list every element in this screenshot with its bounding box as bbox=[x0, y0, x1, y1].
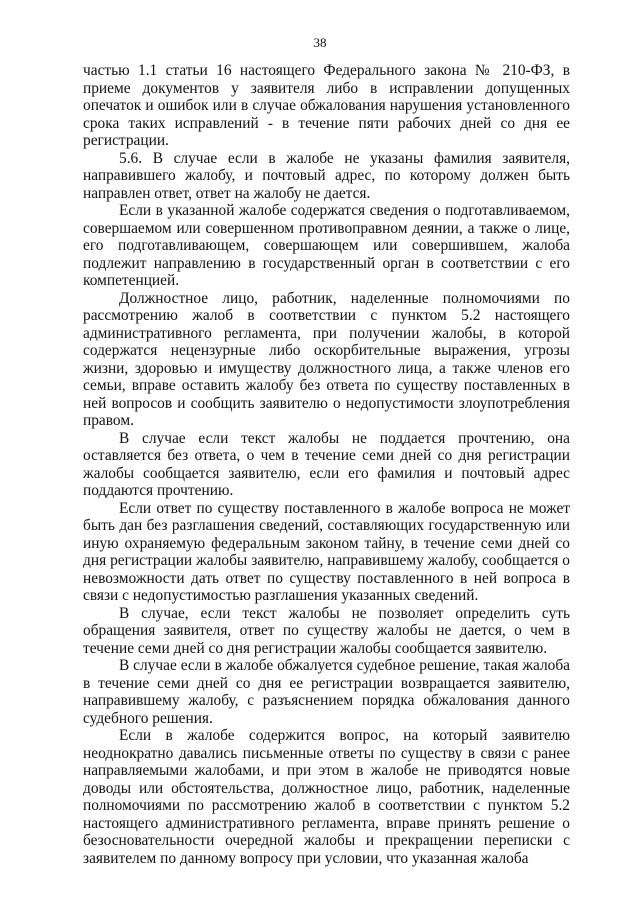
paragraph-offensive-language: Должностное лицо, работник, наделенные полномочиями по рассмотрению жалоб в соответствии с пунктом 5.2 настоящего административного регламента, при получении жалобы, в которой содержатся нецензурные либо оскорбительные выражения, угрозы жизни, здоровью и имуществу должностного лица, а также членов его семьи, вправе оставить жалобу без ответа по существу поставленных в ней вопросов и сообщить заявителю о недопустимости злоупотребления правом. bbox=[83, 289, 570, 429]
paragraph-state-secret: Если ответ по существу поставленного в жалобе вопроса не может быть дан без разглашения сведений, составляющих государственную или иную охраняемую федеральным законом тайну, в течение семи дней со дня регистрации жалобы заявителю, направившему жалобу, сообщается о невозможности дать ответ по существу поставленного в ней вопроса в связи с недопустимостью разглашения указанных сведений. bbox=[83, 499, 570, 604]
paragraph-unclear-essence: В случае, если текст жалобы не позволяет определить суть обращения заявителя, ответ по существу жалобы не дается, о чем в течение семи дней со дня регистрации жалобы сообщается заявителю. bbox=[83, 604, 570, 657]
page-number: 38 bbox=[313, 35, 327, 50]
paragraph-5-6: 5.6. В случае если в жалобе не указаны фамилия заявителя, направившего жалобу, и почтовый адрес, по которому должен быть направлен ответ, ответ на жалобу не дается. bbox=[83, 149, 570, 202]
paragraph-unreadable-text: В случае если текст жалобы не поддается прочтению, она оставляется без ответа, о чем в течение семи дней со дня регистрации жалобы сообщается заявителю, если его фамилия и почтовый адрес поддаются прочтению. bbox=[83, 429, 570, 499]
paragraph-unlawful-act: Если в указанной жалобе содержатся сведения о подготавливаемом, совершаемом или совершенном противоправном деянии, а также о лице, его подготавливающем, совершающем или совершившем, жалоба подлежит направлению в государственный орган в соответствии с его компетенцией. bbox=[83, 202, 570, 289]
paragraph-continuation: частью 1.1 статьи 16 настоящего Федерального закона № 210-ФЗ, в приеме документов у заявителя либо в исправлении допущенных опечаток и ошибок или в случае обжалования нарушения установленного срока таких исправлений - в течение пяти рабочих дней со дня ее регистрации. bbox=[83, 62, 570, 149]
paragraph-repeated-question: Если в жалобе содержится вопрос, на который заявителю неоднократно давались письменные ответы по существу в связи с ранее направляемыми жалобами, и при этом в жалобе не приводятся новые доводы или обстоятельства, должностное лицо, работник, наделенные полномочиями по рассмотрению жалоб в соответствии с пунктом 5.2 настоящего административного регламента, вправе принять решение о безосновательности очередной жалобы и прекращении переписки с заявителем по данному вопросу при условии, что указанная жалоба bbox=[83, 727, 570, 867]
paragraph-court-decision: В случае если в жалобе обжалуется судебное решение, такая жалоба в течение семи дней со дня ее регистрации возвращается заявителю, направившему жалобу, с разъяснением порядка обжалования данного судебного решения. bbox=[83, 657, 570, 727]
document-body bbox=[83, 62, 570, 867]
